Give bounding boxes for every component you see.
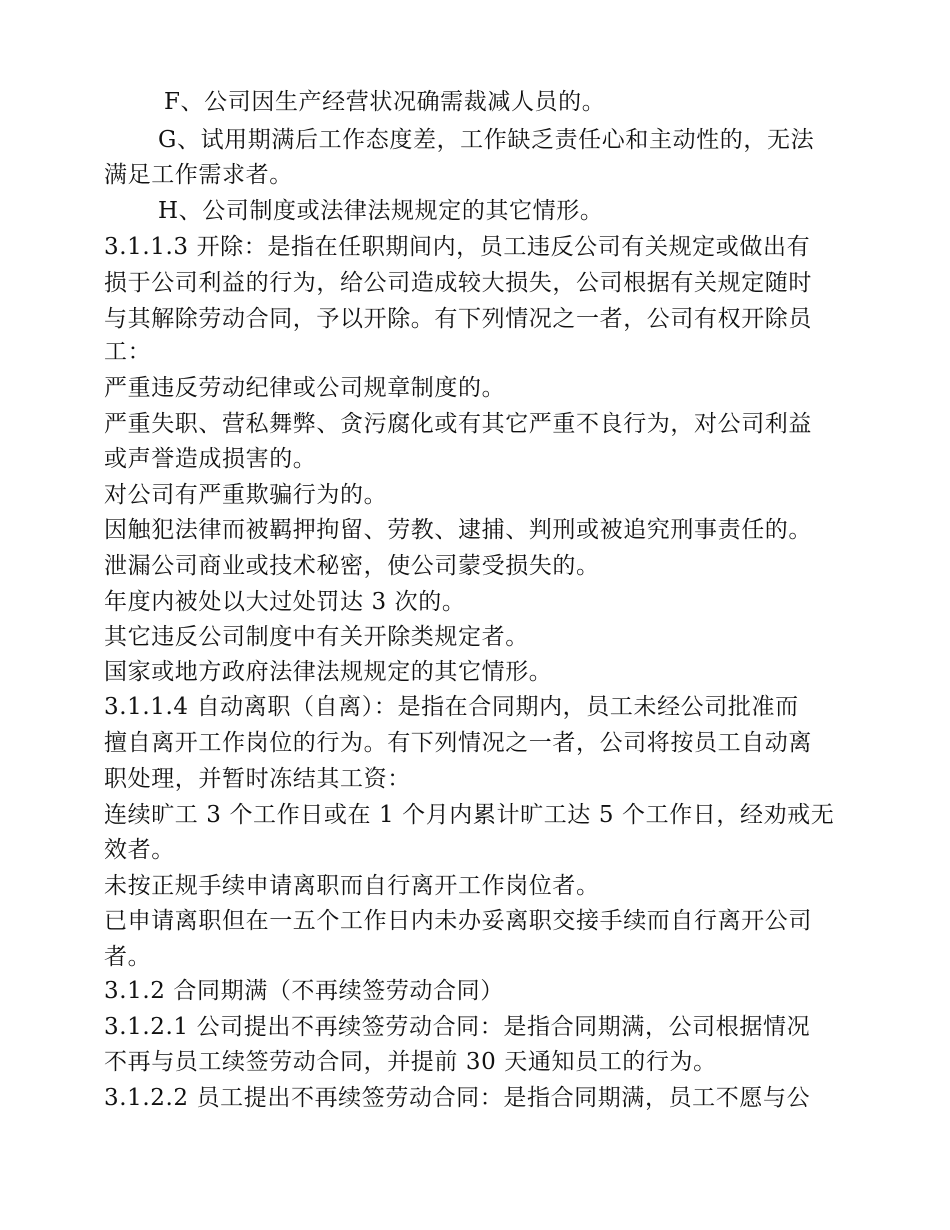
text-line: 连续旷工 3 个工作日或在 1 个月内累计旷工达 5 个工作日，经劝戒无 bbox=[104, 802, 835, 828]
text-line: 3.1.2 合同期满（不再续签劳动合同） bbox=[104, 978, 504, 1004]
text-line: 职处理，并暂时冻结其工资： bbox=[104, 766, 411, 792]
text-line: 未按正规手续申请离职而自行离开工作岗位者。 bbox=[104, 873, 600, 899]
text-line: 3.1.1.3 开除：是指在任职期间内，员工违反公司有关规定或做出有 bbox=[104, 234, 811, 260]
text-line: 年度内被处以大过处罚达 3 次的。 bbox=[104, 589, 466, 615]
text-line: 泄漏公司商业或技术秘密，使公司蒙受损失的。 bbox=[104, 553, 600, 579]
text-line: 或声誉造成损害的。 bbox=[104, 446, 317, 472]
text-line: 严重失职、营私舞弊、贪污腐化或有其它严重不良行为，对公司利益 bbox=[104, 411, 812, 437]
text-line: H、公司制度或法律法规规定的其它情形。 bbox=[158, 198, 604, 224]
text-line: 严重违反劳动纪律或公司规章制度的。 bbox=[104, 375, 506, 401]
text-line: 者。 bbox=[104, 944, 152, 970]
text-line: G、试用期满后工作态度差，工作缺乏责任心和主动性的，无法 bbox=[158, 127, 815, 153]
text-line: 已申请离职但在一五个工作日内未办妥离职交接手续而自行离开公司 bbox=[104, 908, 812, 934]
text-line: 满足工作需求者。 bbox=[104, 162, 293, 188]
text-line: 效者。 bbox=[104, 837, 175, 863]
text-line: 擅自离开工作岗位的行为。有下列情况之一者，公司将按员工自动离 bbox=[104, 730, 812, 756]
text-line: 与其解除劳动合同，予以开除。有下列情况之一者，公司有权开除员 bbox=[104, 306, 812, 332]
text-line: 损于公司利益的行为，给公司造成较大损失，公司根据有关规定随时 bbox=[104, 270, 812, 296]
text-line: 对公司有严重欺骗行为的。 bbox=[104, 482, 388, 508]
text-line: 3.1.1.4 自动离职（自离）：是指在合同期内，员工未经公司批准而 bbox=[104, 694, 799, 720]
text-line: 工： bbox=[104, 339, 152, 365]
text-line: 不再与员工续签劳动合同，并提前 30 天通知员工的行为。 bbox=[104, 1049, 717, 1075]
text-line: 其它违反公司制度中有关开除类规定者。 bbox=[104, 624, 529, 650]
text-line: F、公司因生产经营状况确需裁减人员的。 bbox=[164, 89, 606, 115]
text-line: 3.1.2.2 员工提出不再续签劳动合同：是指合同期满，员工不愿与公 bbox=[104, 1085, 811, 1111]
text-line: 国家或地方政府法律法规规定的其它情形。 bbox=[104, 659, 553, 685]
text-line: 3.1.2.1 公司提出不再续签劳动合同：是指合同期满，公司根据情况 bbox=[104, 1014, 811, 1040]
text-line: 因触犯法律而被羁押拘留、劳教、逮捕、判刑或被追究刑事责任的。 bbox=[104, 517, 812, 543]
